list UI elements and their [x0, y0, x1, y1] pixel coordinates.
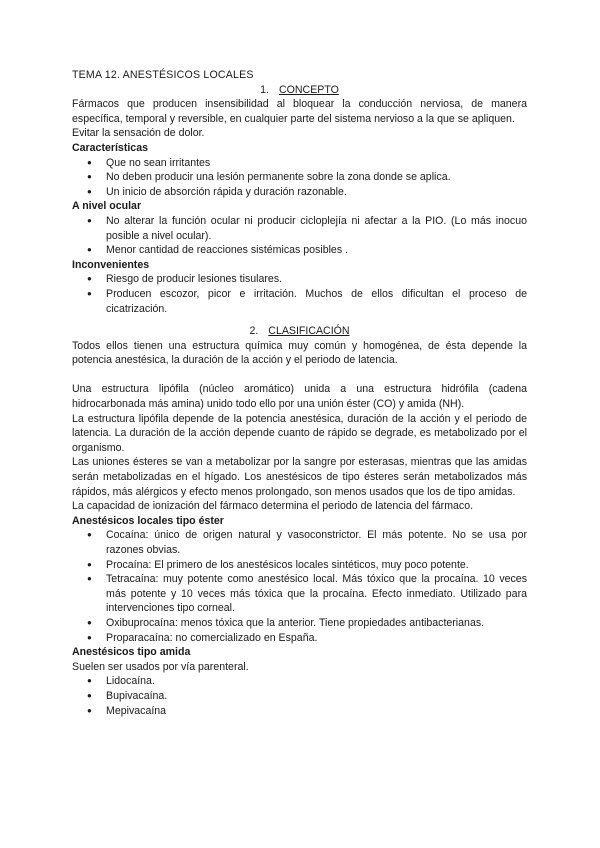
list-item: ● Cocaína: único de origen natural y vasoconstrictor. El más potente. No se usa por razones obvias. — [72, 528, 527, 557]
paragraph-potencia: La estructura lipófila depende de la potencia anestésica, duración de la acción y el periodo de latencia. La duración de la acción depende cuanto de rápido se degrade, es metabolizado por el organismo. — [72, 412, 527, 454]
subheading-inconvenientes: Inconvenientes — [72, 258, 150, 271]
subheading-ocular: A nivel ocular — [72, 200, 142, 213]
list-item: ● Un inicio de absorción rápida y duración razonable. — [72, 185, 527, 200]
section-heading-concepto — [72, 83, 527, 98]
document-title: TEMA 12. ANESTÉSICOS LOCALES — [72, 69, 254, 81]
list-item: ● No alterar la función ocular ni producir cicloplejía ni afectar a la PIO. (Lo más inocuo posible a nivel ocular). — [72, 214, 527, 243]
section-number: 1. — [260, 83, 269, 96]
concept-definition: Fármacos que producen insensibilidad al bloquear la conducción nerviosa, de manera específica, temporal y reversible, en cualquier parte del sistema nervioso a la que se apliquen. — [72, 98, 527, 125]
list-item: ● Riesgo de producir lesiones tisulares. — [72, 272, 527, 287]
list-inconvenientes — [72, 272, 527, 316]
subheading-amida: Anestésicos tipo amida — [72, 646, 191, 659]
list-item: ● Lidocaína. — [72, 674, 527, 689]
document-page — [72, 68, 527, 718]
paragraph-ionizacion: La capacidad de ionización del fármaco determina el periodo de latencia del fármaco. — [72, 500, 474, 513]
list-amida — [72, 674, 527, 718]
subheading-ester: Anestésicos locales tipo éster — [72, 514, 224, 527]
paragraph-metabolismo: Las uniones ésteres se van a metabolizar por la sangre por esterasas, mientras que las amidas serán metabolizadas en el hígado. Los anestésicos de tipo ésteres serán metabolizados más rápidos, más alérgicos y efecto menos prolongado, son menos usados que los de tipo amidas. — [72, 456, 527, 498]
section-number: 2. — [249, 325, 259, 338]
list-ester — [72, 528, 527, 645]
list-item: ● Que no sean irritantes — [72, 156, 527, 171]
list-item: ● Proparacaína: no comercializado en España. — [72, 631, 527, 646]
list-item: ● Producen escozor, picor e irritación. Muchos de ellos dificultan el proceso de cicatrización. — [72, 287, 527, 316]
section-title: CLASIFICACIÓN — [268, 325, 350, 338]
amida-intro: Suelen ser usados por vía parenteral. — [72, 660, 249, 673]
paragraph-estructura: Todos ellos tienen una estructura química muy común y homogénea, de ésta depende la potencia anestésica, la duración de la acción y el periodo de latencia. — [72, 339, 527, 367]
list-ocular — [72, 214, 527, 258]
list-item: ● Bupivacaína. — [72, 689, 527, 704]
subheading-caracteristicas: Características — [72, 141, 148, 154]
concept-note: Evitar la sensación de dolor. — [72, 127, 205, 140]
list-item: ● Menor cantidad de reacciones sistémicas posibles . — [72, 243, 527, 258]
section-title: CONCEPTO — [279, 83, 339, 96]
paragraph-lipofila: Una estructura lipófila (núcleo aromático) unida a una estructura hidrófila (cadena hidrocarbonada más amina) unido todo ello por una unión éster (CO) y amida (NH). — [72, 383, 527, 411]
list-item: ● Mepivacaína — [72, 704, 527, 719]
list-item: ● Oxibuprocaína: menos tóxica que la anterior. Tiene propiedades antibacterianas. — [72, 616, 527, 631]
list-item: ● No deben producir una lesión permanente sobre la zona donde se aplica. — [72, 170, 527, 185]
list-item: ● Tetracaína: muy potente como anestésico local. Más tóxico que la procaína. 10 veces más potente y 10 veces más tóxica que la procaína. Efecto inmediato. Utilizado para intervenciones tipo corneal. — [72, 572, 527, 616]
list-caracteristicas — [72, 156, 527, 200]
section-heading-clasificacion — [72, 324, 527, 339]
list-item: ● Procaína: El primero de los anestésicos locales sintéticos, muy poco potente. — [72, 558, 527, 573]
